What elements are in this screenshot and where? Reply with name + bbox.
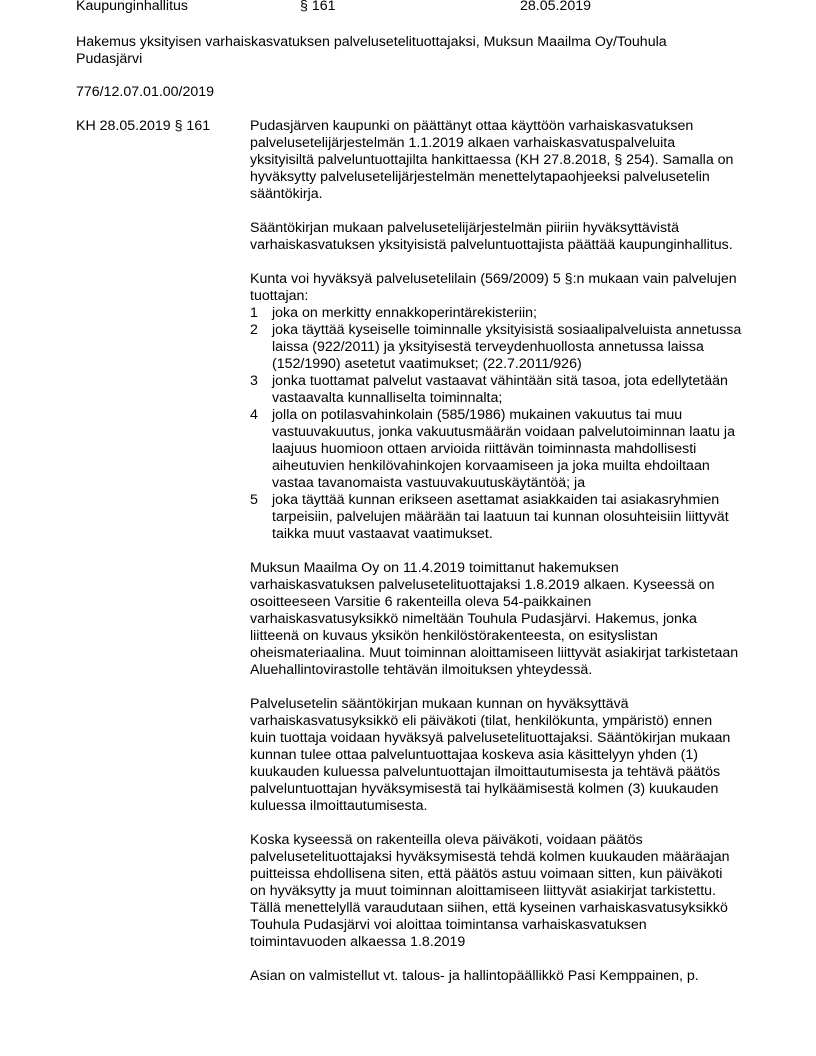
paragraph: Kunta voi hyväksyä palvelusetelilain (569/2009) 5 §:n mukaan vain palvelujen tuottajan: bbox=[250, 271, 737, 304]
list-item-text: joka täyttää kyseiselle toiminnalle yksityisistä sosiaalipalveluista annetussa laissa (922/2011) ja yksityisestä terveydenhuollosta annetussa laissa (152/1990) asetetut vaatimukset; (22.7.2011/926) bbox=[272, 322, 742, 372]
paragraph: Muksun Maailma Oy on 11.4.2019 toimittanut hakemuksen varhaiskasvatuksen palvelusetelituottajaksi 1.8.2019 alkaen. Kyseessä on osoitteeseen Varsitie 6 rakenteilla oleva 54-paikkainen varhaiskasvatusyksikkö nimeltään Touhula Pudasjärvi. Hakemus, jonka liitteenä on kuvaus yksikön henkilöstörakenteesta, on esityslistan oheismateriaalina. Muut toiminnan aloittamiseen liittyvät asiakirjat tarkistetaan Aluehallintovirastolle tehtävän ilmoituksen yhteydessä. bbox=[250, 560, 739, 678]
paragraph: Koska kyseessä on rakenteilla oleva päiväkoti, voidaan päätös palvelusetelituottajaksi hyväksymisestä tehdä kolmen kuukauden määräajan puitteissa ehdollisena siten, että päätös astuu voimaan sitten, kun päiväkoti on hyväksytty ja muut toiminnan aloittamiseen liittyvät asiakirjat tarkistettu. Tällä menettelyllä varaudutaan siihen, että kyseinen varhaiskasvatusyksikkö Touhula Pudasjärvi voi aloittaa toimintansa varhaiskasvatuksen toimintavuoden alkaessa 1.8.2019 bbox=[250, 832, 730, 950]
document-header bbox=[76, 0, 756, 16]
list-item-text: jonka tuottamat palvelut vastaavat vähintään sitä tasoa, jota edellytetään vastaavalta kunnalliselta toiminnalta; bbox=[272, 373, 728, 406]
list-item-text: joka täyttää kunnan erikseen asettamat asiakkaiden tai asiakasryhmien tarpeisiin, palvelujen määrään tai laatuun tai kunnan olosuhteisiin liittyvät taikka muut vastaavat vaatimukset. bbox=[272, 492, 729, 542]
subject-title: Hakemus yksityisen varhaiskasvatuksen palvelusetelituottajaksi, Muksun Maailma Oy/Touhula Pudasjärvi bbox=[76, 34, 667, 67]
paragraph: Asian on valmistellut vt. talous- ja hallintopäällikkö Pasi Kemppainen, p. bbox=[250, 968, 699, 984]
conditions-list bbox=[250, 305, 742, 543]
paragraph: Sääntökirjan mukaan palvelusetelijärjestelmän piiriin hyväksyttävistä varhaiskasvatuksen yksityisistä palveluntuottajista päättää kaupunginhallitus. bbox=[250, 220, 733, 253]
list-item bbox=[250, 305, 742, 322]
list-item bbox=[250, 492, 742, 543]
paragraph: Pudasjärven kaupunki on päättänyt ottaa käyttöön varhaiskasvatuksen palvelusetelijärjestelmän 1.1.2019 alkaen varhaiskasvatuspalveluita yksityisiltä palveluntuottajilta hankittaessa (KH 27.8.2018, § 254). Samalla on hyväksytty palvelusetelijärjestelmän menettelytapaohjeeksi palvelusetelin sääntökirja. bbox=[250, 118, 734, 202]
list-item-number: 3 bbox=[250, 373, 258, 389]
list-item-number: 5 bbox=[250, 492, 258, 508]
list-item bbox=[250, 322, 742, 373]
paragraph: Palvelusetelin sääntökirjan mukaan kunnan on hyväksyttävä varhaiskasvatusyksikkö eli päiväkoti (tilat, henkilökunta, ympäristö) ennen kuin tuottaja voidaan hyväksyä palvelusetelituottajaksi. Sääntökirjan mukaan kunnan tulee ottaa palveluntuottajaa koskeva asia käsittelyyn yhden (1) kuukauden kuluessa palveluntuottajan ilmoittautumisesta ja tehtävä päätös palveluntuottajan hyväksymisestä tai hylkäämisestä kolmen (3) kuukauden kuluessa ilmoittautumisesta. bbox=[250, 696, 731, 814]
list-item-text: jolla on potilasvahinkolain (585/1986) mukainen vakuutus tai muu vastuuvakuutus, jonka vakuutusmäärän voidaan palvelutoiminnan laatu ja laajuus huomioon ottaen arvioida riittävän toiminnasta mahdollisesti aiheutuvien henkilövahinkojen korvaamiseen ja joka muilta ehdoiltaan vastaa tavanomaista vastuuvakuutuskäytäntöä; ja bbox=[272, 407, 735, 491]
list-item bbox=[250, 407, 742, 492]
diary-number: 776/12.07.01.00/2019 bbox=[76, 84, 215, 100]
decision-body-text bbox=[250, 118, 742, 1002]
list-item-number: 1 bbox=[250, 305, 258, 321]
meeting-date: 28.05.2019 bbox=[520, 0, 592, 14]
list-item-number: 2 bbox=[250, 322, 258, 338]
list-item-number: 4 bbox=[250, 407, 258, 423]
decision-reference: KH 28.05.2019 § 161 bbox=[76, 118, 211, 134]
list-item-text: joka on merkitty ennakkoperintärekisteriin; bbox=[272, 305, 537, 321]
list-item bbox=[250, 373, 742, 407]
section-number: § 161 bbox=[300, 0, 336, 14]
decision-body: Kaupunginhallitus bbox=[76, 0, 189, 14]
